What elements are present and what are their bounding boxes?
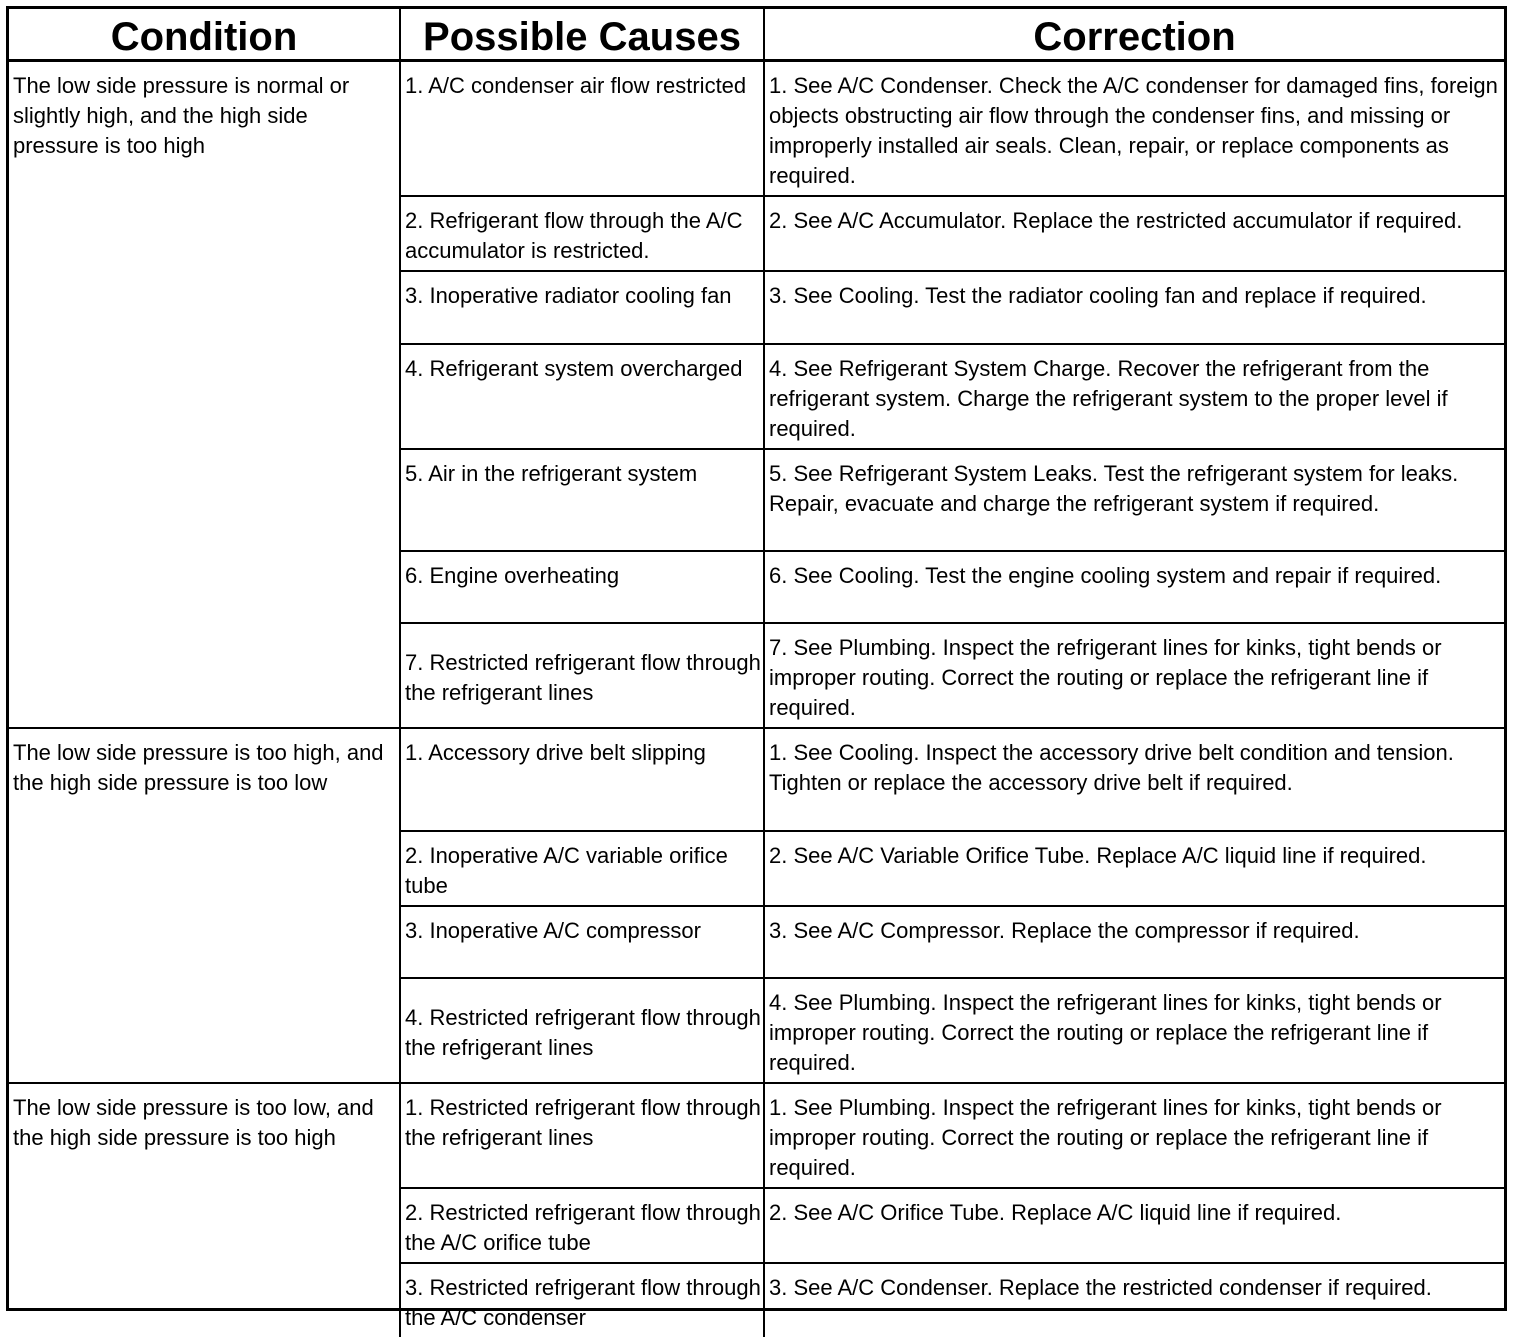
table-row [9,61,1504,197]
correction-cell: 4. See Plumbing. Inspect the refrigerant lines for kinks, tight bends or improper routing. Correct the routing or replace the refrigerant line if required. [764,978,1504,1083]
cause-cell: 2. Inoperative A/C variable orifice tube [400,831,764,906]
correction-cell: 3. See Cooling. Test the radiator cooling fan and replace if required. [764,271,1504,344]
correction-cell: 2. See A/C Accumulator. Replace the restricted accumulator if required. [764,196,1504,271]
cause-cell: 3. Inoperative A/C compressor [400,906,764,978]
cause-cell: 2. Refrigerant flow through the A/C accumulator is restricted. [400,196,764,271]
cause-cell: 3. Restricted refrigerant flow through the A/C condenser [400,1263,764,1337]
cause-cell: 5. Air in the refrigerant system [400,449,764,551]
correction-cell: 3. See A/C Compressor. Replace the compressor if required. [764,906,1504,978]
cause-cell: 6. Engine overheating [400,551,764,623]
condition-cell: The low side pressure is too low, and the high side pressure is too high [9,1083,400,1337]
diagnostic-table [9,9,1504,1337]
correction-cell: 2. See A/C Orifice Tube. Replace A/C liquid line if required. [764,1188,1504,1263]
header-condition: Condition [9,9,400,61]
cause-cell: 3. Inoperative radiator cooling fan [400,271,764,344]
header-possible-causes: Possible Causes [400,9,764,61]
correction-cell: 1. See Cooling. Inspect the accessory drive belt condition and tension. Tighten or replace the accessory drive belt if required. [764,728,1504,831]
condition-cell: The low side pressure is normal or slightly high, and the high side pressure is too high [9,61,400,729]
cause-cell: 1. Accessory drive belt slipping [400,728,764,831]
correction-cell: 7. See Plumbing. Inspect the refrigerant lines for kinks, tight bends or improper routing. Correct the routing or replace the refrigerant line if required. [764,623,1504,728]
correction-cell: 1. See Plumbing. Inspect the refrigerant lines for kinks, tight bends or improper routing. Correct the routing or replace the refrigerant line if required. [764,1083,1504,1188]
diagnostic-table-container [6,6,1507,1330]
cause-cell: 7. Restricted refrigerant flow through the refrigerant lines [400,623,764,728]
correction-cell: 6. See Cooling. Test the engine cooling system and repair if required. [764,551,1504,623]
condition-cell: The low side pressure is too high, and the high side pressure is too low [9,728,400,1083]
header-row [9,9,1504,61]
cause-cell: 1. A/C condenser air flow restricted [400,61,764,197]
header-correction: Correction [764,9,1504,61]
table-row [9,728,1504,831]
cause-cell: 4. Refrigerant system overcharged [400,344,764,449]
correction-cell: 4. See Refrigerant System Charge. Recover the refrigerant from the refrigerant system. Charge the refrigerant system to the proper level if required. [764,344,1504,449]
table-row [9,1083,1504,1188]
cause-cell: 1. Restricted refrigerant flow through the refrigerant lines [400,1083,764,1188]
correction-cell: 1. See A/C Condenser. Check the A/C condenser for damaged fins, foreign objects obstructing air flow through the condenser fins, and missing or improperly installed air seals. Clean, repair, or replace components as required. [764,61,1504,197]
cause-cell: 4. Restricted refrigerant flow through the refrigerant lines [400,978,764,1083]
correction-cell: 2. See A/C Variable Orifice Tube. Replace A/C liquid line if required. [764,831,1504,906]
correction-cell: 5. See Refrigerant System Leaks. Test the refrigerant system for leaks. Repair, evacuate and charge the refrigerant system if required. [764,449,1504,551]
correction-cell: 3. See A/C Condenser. Replace the restricted condenser if required. [769,1275,1432,1300]
cause-cell: 2. Restricted refrigerant flow through the A/C orifice tube [400,1188,764,1263]
